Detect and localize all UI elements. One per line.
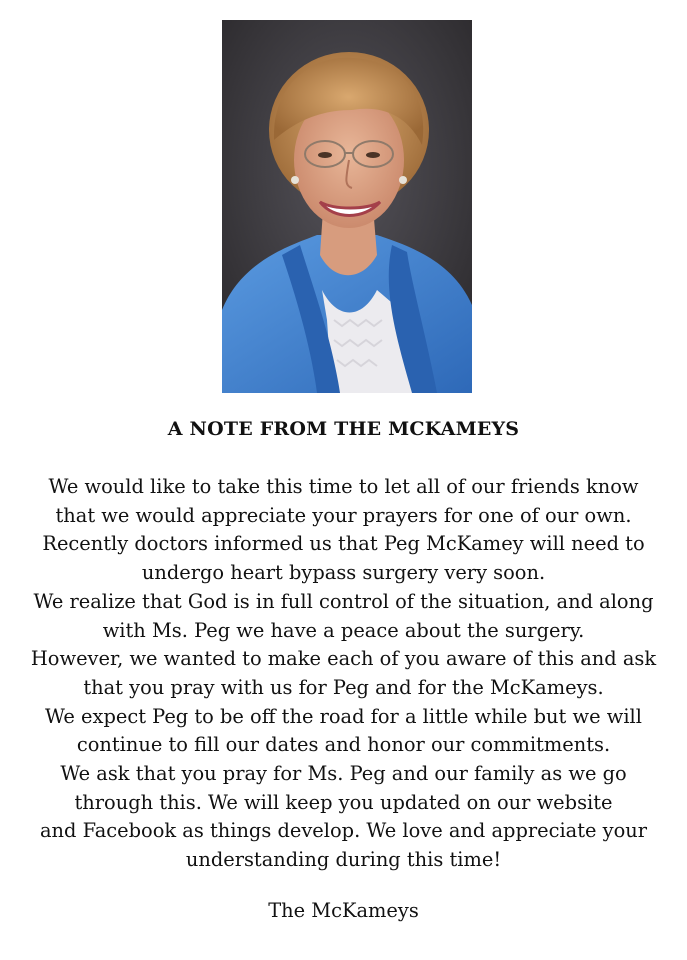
note-body — [0, 473, 687, 875]
note-line: However, we wanted to make each of you aware of this and ask — [30, 647, 657, 671]
note-line: undergo heart bypass surgery very soon. — [141, 561, 546, 585]
note-line: with Ms. Peg we have a peace about the surgery. — [102, 618, 585, 642]
note-line: through this. We will keep you updated on our website — [74, 790, 613, 814]
note-line: continue to fill our dates and honor our commitments. — [76, 733, 611, 757]
note-title: A NOTE FROM THE MCKAMEYS — [167, 418, 520, 440]
note-line: and Facebook as things develop. We love and appreciate your — [39, 819, 648, 843]
note-line: We expect Peg to be off the road for a little while but we will — [45, 704, 642, 728]
note-line: We ask that you pray for Ms. Peg and our family as we go — [60, 762, 627, 786]
portrait-photo — [222, 20, 472, 393]
note-line: We realize that God is in full control of the situation, and along — [33, 589, 654, 613]
note-line: that you pray with us for Peg and for the McKameys. — [83, 675, 604, 699]
note-line: that we would appreciate your prayers for one of our own. — [55, 503, 632, 527]
note-line: Recently doctors informed us that Peg McKamey will need to — [42, 532, 645, 556]
note-line: We would like to take this time to let all of our friends know — [48, 475, 639, 498]
portrait-photo-icon — [222, 20, 472, 393]
signature: The McKameys — [268, 899, 419, 922]
note-line: understanding during this time! — [185, 848, 502, 872]
